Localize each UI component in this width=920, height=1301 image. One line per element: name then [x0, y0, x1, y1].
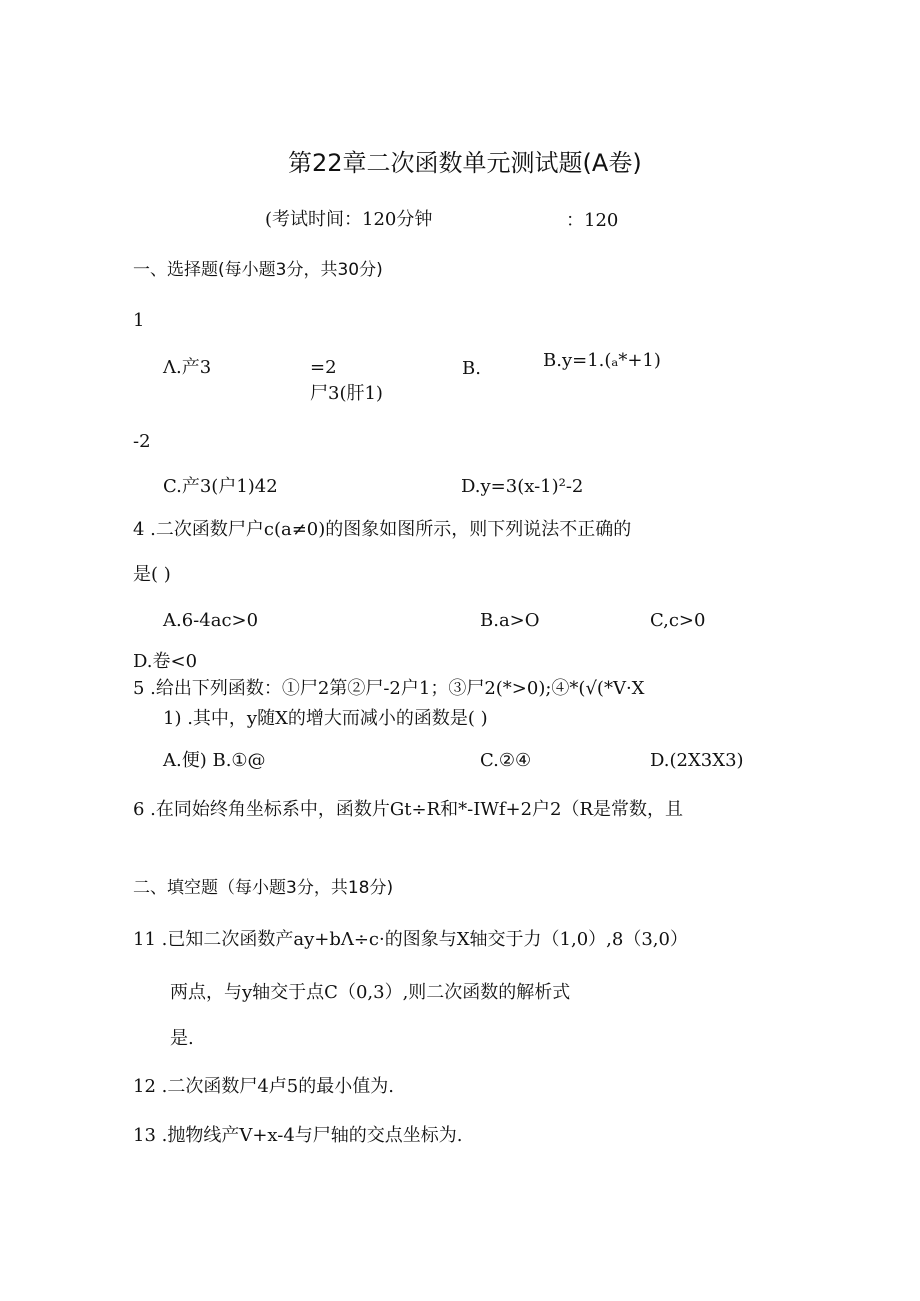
question-11-stem-line-1: 11 .已知二次函数产ay+bΛ÷c·的图象与X轴交于力（1,0）,8（3,0） — [133, 929, 688, 950]
document-title: 第22章二次函数单元测试题(A卷) — [288, 149, 642, 177]
question-1-fragment-neg2: -2 — [133, 431, 151, 452]
total-score: ：120 — [566, 210, 619, 231]
question-4-option-a: A.6-4ac>0 — [163, 610, 259, 631]
question-4-option-d: D.卷<0 — [133, 651, 198, 672]
exam-time: (考试时间：120分钟 — [265, 209, 433, 230]
question-1-option-a: Λ.产3 — [163, 357, 212, 378]
question-4-option-c: C,c>0 — [650, 610, 706, 631]
section-heading-fill-in: 二、填空题（每小题3分，共18分) — [133, 878, 394, 898]
question-11-stem-line-3: 是. — [170, 1028, 194, 1049]
question-1-fragment-eq2: =2 — [310, 357, 337, 378]
question-1-number: 1 — [133, 310, 145, 331]
question-13-stem: 13 .抛物线产V+x-4与尸轴的交点坐标为. — [133, 1125, 463, 1146]
question-4-stem-line-2: 是( ) — [133, 564, 171, 585]
question-5-option-d: D.(2X3X3) — [650, 750, 744, 771]
question-12-stem: 12 .二次函数尸4卢5的最小值为. — [133, 1076, 394, 1097]
question-4-option-b: B.a>O — [480, 610, 540, 631]
question-1-option-b: B.y=1.(ₐ*+1) — [543, 350, 661, 371]
question-11-stem-line-2: 两点，与y轴交于点C（0,3）,则二次函数的解析式 — [170, 982, 571, 1003]
question-1-fragment-expr: 尸3(肝1) — [310, 383, 383, 404]
question-4-stem-line-1: 4 .二次函数尸户c(a≠0)的图象如图所示，则下列说法不正确的 — [133, 519, 632, 540]
question-6-stem-line-1: 6 .在同始终角坐标系中，函数片Gt÷R和*-ⅠWf+2户2（R是常数，且 — [133, 799, 684, 820]
question-5-stem-line-1: 5 .给出下列函数：①尸2第②尸-2户1；③尸2(*>0);④*(√(*V·X — [133, 678, 645, 699]
question-5-option-a-b: A.便) B.①@ — [163, 750, 266, 771]
question-5-stem-line-2: 1) .其中，y随X的增大而减小的函数是( ) — [163, 708, 488, 729]
question-1-option-c: C.产3(户1)42 — [163, 476, 278, 497]
question-5-option-c: C.②④ — [480, 750, 532, 771]
section-heading-multiple-choice: 一、选择题(每小题3分，共30分) — [133, 260, 383, 280]
question-1-option-b-label: B. — [462, 358, 481, 379]
question-1-option-d: D.y=3(x-1)²-2 — [461, 476, 584, 497]
